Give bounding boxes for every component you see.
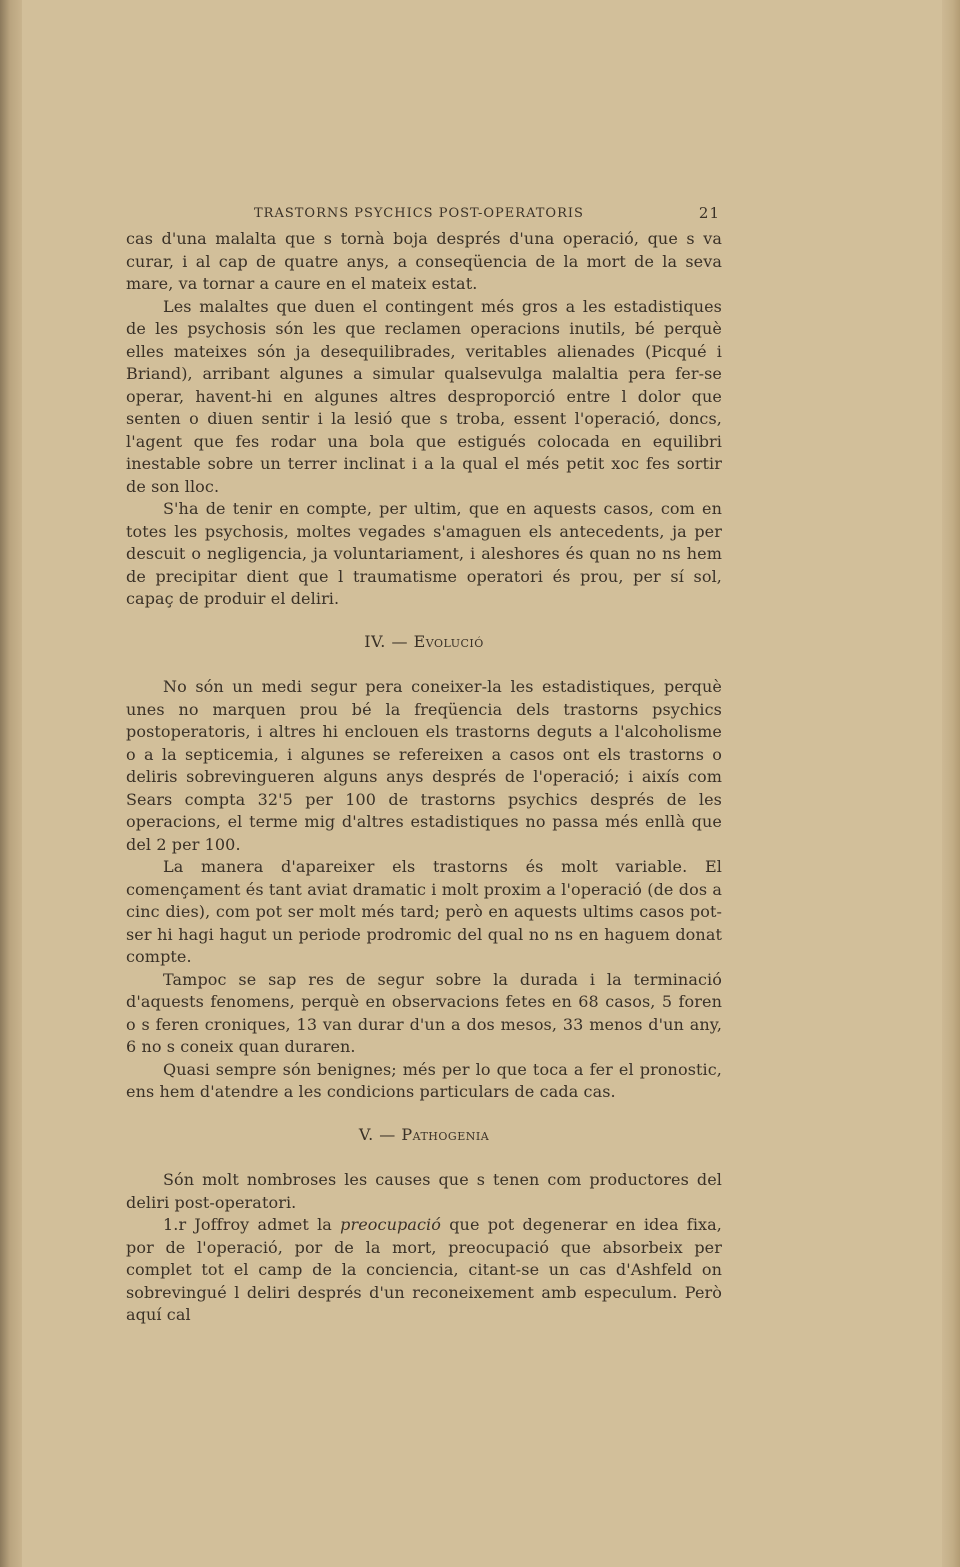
paragraph-rest: que pot degenerar en idea fixa, por de l'operació, por de la mort, preocupació que absorbeix per complet tot el camp de la conciencia, citant-se un cas d'Ashfeld on sobrevingué l deliri després d'un reconeixement amb especulum. Però aquí cal — [126, 1215, 722, 1324]
paragraph: Quasi sempre són benignes; més per lo que toca a fer el pronostic, ens hem d'atendre a les condicions particulars de cada cas. — [126, 1059, 722, 1101]
paragraph: Les malaltes que duen el contingent més gros a les estadistiques de les psychosis són les que reclamen operacions inutils, bé perquè elles mateixes són ja desequilibrades, veritables alienades (Picqué i Briand), arribant algunes a simular qualsevulga malaltia pera fer-se operar, havent-hi en algunes altres desproporció entre l dolor que senten o diuen sentir i la lesió que s troba, essent l'operació, doncs, l'agent que fes rodar una bola que estigués colocada en equilibri inestable sobre un terrer inclinat i a la qual el més petit xoc fes sortir de son lloc. — [126, 296, 722, 496]
page-number: 21 — [698, 204, 720, 222]
text-block — [126, 200, 722, 1327]
section-title: Evolució — [413, 631, 484, 651]
book-page — [22, 0, 942, 1567]
paragraph: La manera d'apareixer els trastorns és molt variable. El començament és tant aviat dramatic i molt proxim a l'operació (de dos a cinc dies), com pot ser molt més tard; però en aquests ultims casos pot-ser hi hagi hagut un periode prodromic del qual no ns en haguem donat compte. — [126, 857, 722, 966]
paragraph: Són molt nombroses les causes que s tenen com productores del deliri post-operatori. — [126, 1170, 722, 1212]
paragraph — [126, 1214, 722, 1327]
paragraph: S'ha de tenir en compte, per ultim, que en aquests casos, com en totes les psychosis, moltes vegades s'amaguen els antecedents, ja per descuit o negligencia, ja voluntariament, i aleshores és quan no ns hem de precipitar dient que l traumatisme operatori és prou, per sí sol, capaç de produir el deliri. — [126, 499, 722, 608]
page-edge — [942, 0, 960, 1567]
emphasis-term: preocupació — [340, 1215, 441, 1234]
section-heading-pathogenia — [126, 1124, 722, 1147]
book-spine-shadow — [0, 0, 22, 1567]
section-numeral: IV. — — [364, 631, 414, 651]
section-heading-evolucio — [126, 631, 722, 654]
section-title: Pathogenia — [401, 1124, 490, 1144]
running-title: TRASTORNS PSYCHICS POST-OPERATORIS — [254, 206, 584, 221]
paragraph: No són un medi segur pera coneixer-la les estadistiques, perquè unes no marquen prou bé la freqüencia dels trastorns psychics postoperatoris, i altres hi enclouen els trastorns deguts a l'alcoholisme o a la septicemia, i algunes se refereixen a casos ont els trastorns o deliris sobrevingueren alguns anys després de l'operació; i aixís com Sears compta 32'5 per 100 de trastorns psychics després de les operacions, el terme mig d'altres estadistiques no passa més enllà que del 2 per 100. — [126, 677, 722, 854]
paragraph-lead: 1.r Joffroy admet la — [163, 1215, 341, 1234]
running-head — [126, 200, 722, 228]
paragraph: Tampoc se sap res de segur sobre la durada i la terminació d'aquests fenomens, perquè en observacions fetes en 68 casos, 5 foren o s feren croniques, 13 van durar d'un a dos mesos, 33 menos d'un any, 6 no s coneix quan duraren. — [126, 969, 722, 1056]
paragraph-continued: cas d'una malalta que s tornà boja després d'una operació, que s va curar, i al cap de quatre anys, a conseqüencia de la mort de la seva mare, va tornar a caure en el mateix estat. — [126, 229, 722, 293]
section-numeral: V. — — [358, 1124, 402, 1144]
